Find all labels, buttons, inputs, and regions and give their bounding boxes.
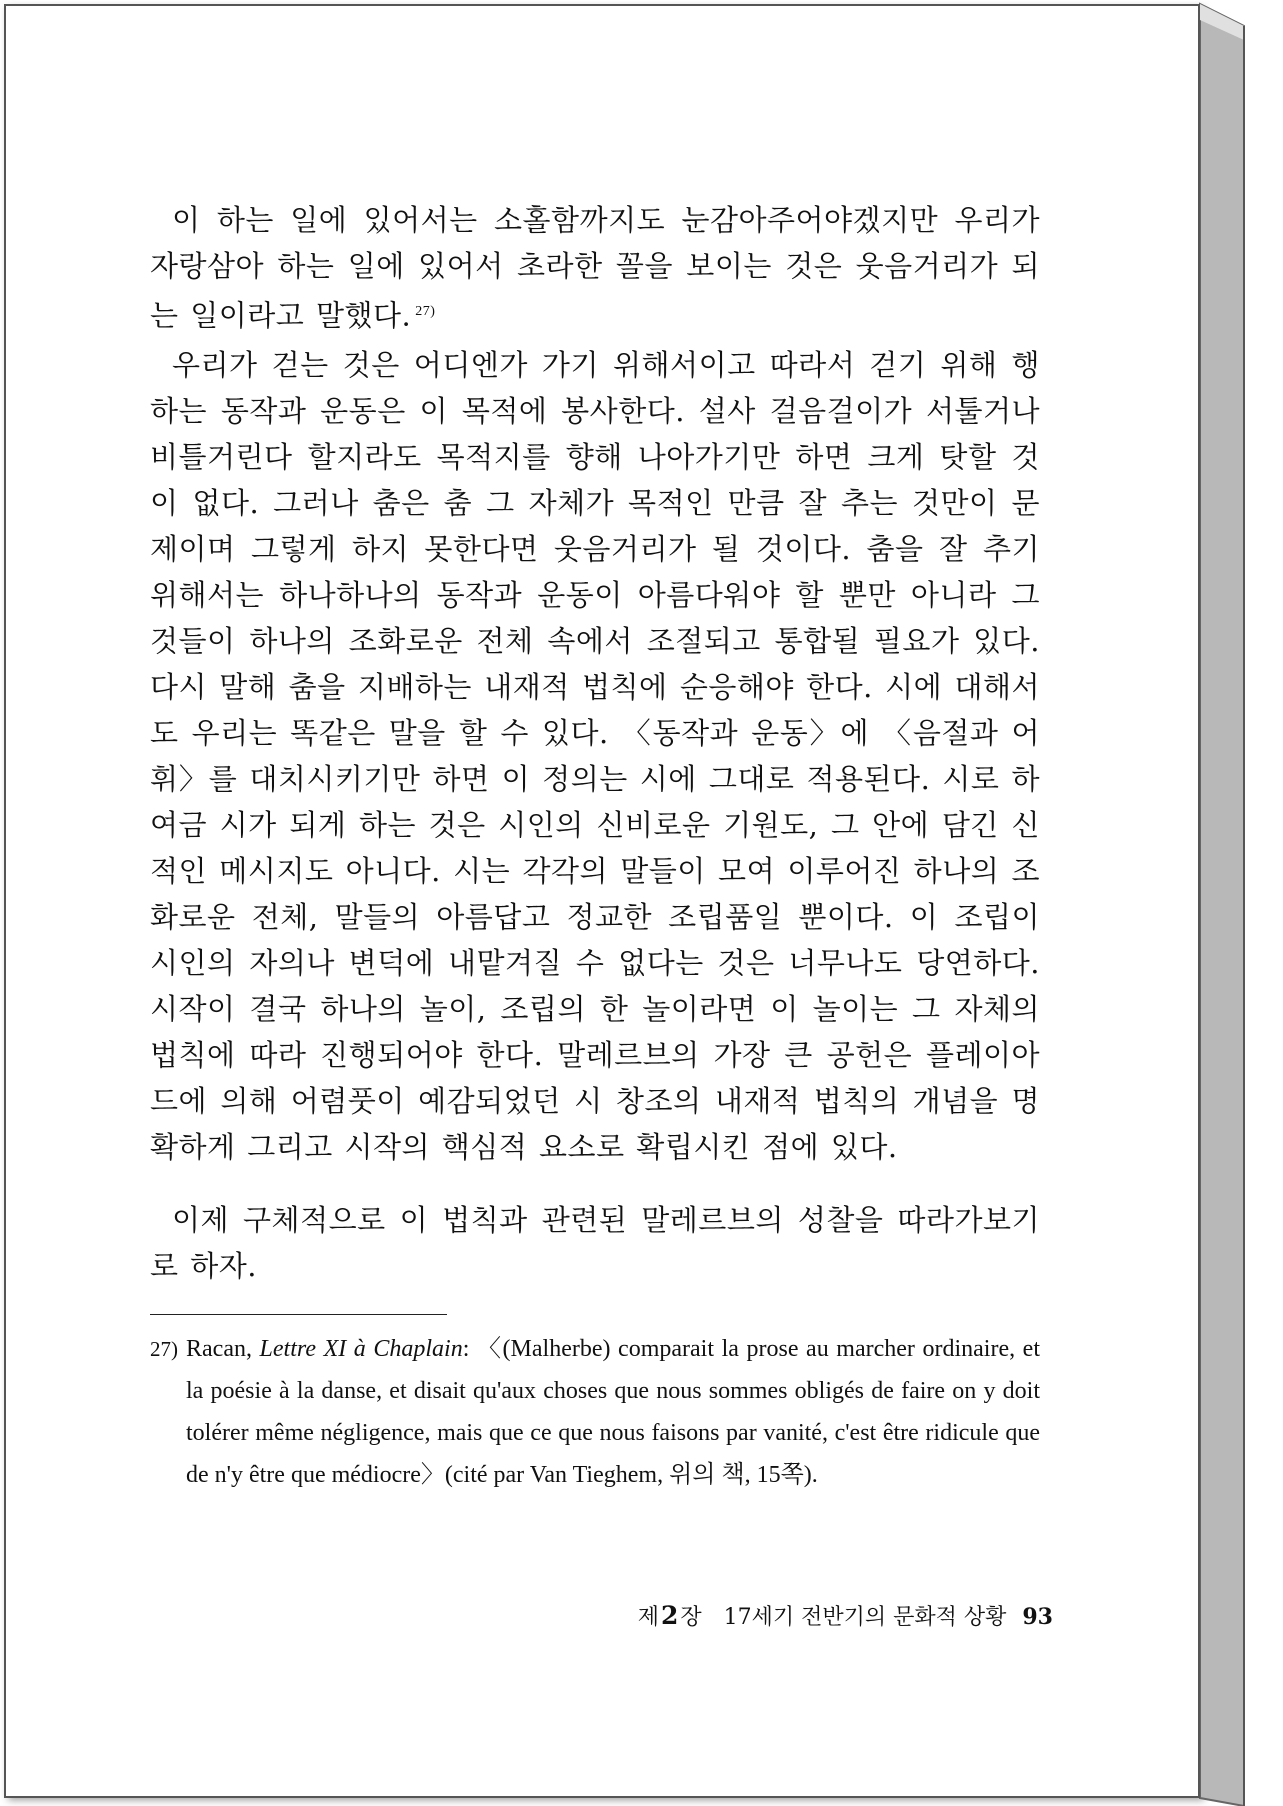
chapter-prefix: 제 [637, 1605, 659, 1630]
footnote-27 [150, 1328, 1040, 1496]
footnote-work-title: Lettre XI à Chaplain [259, 1336, 463, 1362]
footnote-author: Racan, [186, 1336, 252, 1362]
paragraph-dance-analogy: 우리가 걷는 것은 어디엔가 가기 위해서이고 따라서 걷기 위해 행하는 동작과 운동은 이 목적에 봉사한다. 설사 걸음걸이가 서툴거나 비틀거린다 할지라도 목적지를 향해 나아가기만 하면 크게 탓할 것이 없다. 그러나 춤은 춤 그 자체가 목적인 만큼 잘 추는 것만이 문제이며 그렇게 하지 못한다면 웃음거리가 될 것이다. 춤을 잘 추기 위해서는 하나하나의 동작과 운동이 아름다워야 할 뿐만 아니라 그것들이 하나의 조화로운 전체 속에서 조절되고 통합될 필요가 있다. 다시 말해 춤을 지배하는 내재적 법칙에 순응해야 한다. 시에 대해서도 우리는 똑같은 말을 할 수 있다. 〈동작과 운동〉에 〈음절과 어휘〉를 대치시키기만 하면 이 정의는 시에 그대로 적용된다. 시로 하여금 시가 되게 하는 것은 시인의 신비로운 기원도, 그 안에 담긴 신적인 메시지도 아니다. 시는 각각의 말들이 모여 이루어진 하나의 조화로운 전체, 말들의 아름답고 정교한 조립품일 뿐이다. 이 조립이 시인의 자의나 변덕에 내맡겨질 수 없다는 것은 너무나도 당연하다. 시작이 결국 하나의 놀이, 조립의 한 놀이라면 이 놀이는 그 자체의 법칙에 따라 진행되어야 한다. 말레르브의 가장 큰 공헌은 플레이아드에 의해 어렴풋이 예감되었던 시 창조의 내재적 법칙의 개념을 명확하게 그리고 시작의 핵심적 요소로 확립시킨 점에 있다. [150, 348, 1040, 1164]
chapter-title: 17세기 전반기의 문화적 상황 [723, 1605, 1007, 1630]
footnote-number: 27) [150, 1337, 178, 1361]
paragraph-transition: 이제 구체적으로 이 법칙과 관련된 말레르브의 성찰을 따라가보기로 하자. [150, 1203, 1040, 1283]
page-number: 93 [1022, 1604, 1053, 1630]
chapter-suffix: 장 [680, 1605, 702, 1630]
footnote-separator [150, 1314, 447, 1315]
running-footer [638, 1600, 1053, 1631]
paragraph-text: 이 하는 일에 있어서는 소홀함까지도 눈감아주어야겠지만 우리가 자랑삼아 하는 일에 있어서 초라한 꼴을 보이는 것은 웃음거리가 되는 일이라고 말했다. [150, 203, 1040, 333]
footnote-body [186, 1328, 1040, 1496]
footnote-text: : 〈(Malherbe) comparait la prose au marcher ordinaire, et la poésie à la danse, et disait qu'aux choses que nous sommes obligés de faire on y doit tolérer même négligence, mais que ce que nous faisons par vanité, c'est être ridicule que de n'y être que médiocre〉(cité par Van Tieghem, 위의 책, 15쪽). [186, 1336, 1040, 1488]
footnote-reference: 27) [415, 304, 436, 319]
chapter-number: 2 [660, 1601, 679, 1630]
paragraph-continuation [150, 197, 1040, 339]
